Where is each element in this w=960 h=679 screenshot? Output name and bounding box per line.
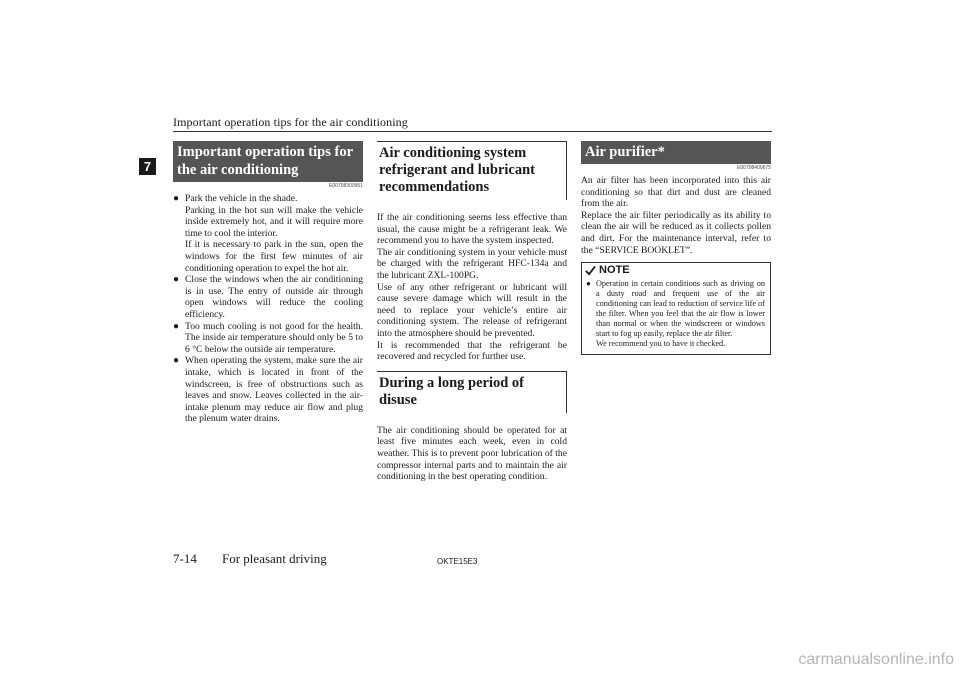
bullet-text: Parking in the hot sun will make the vehicle inside extremely hot, and it will require more time to cool the interior. [185, 204, 363, 239]
section-heading: Air conditioning system refrigerant and lubricant recommendations [377, 141, 567, 200]
section-heading: During a long period of disuse [377, 371, 567, 413]
section-heading: Air purifier* [581, 141, 771, 164]
section-code: E00708400675 [737, 165, 771, 171]
note-box [581, 262, 771, 355]
bullet-icon: ● [173, 320, 180, 332]
paragraph: The air conditioning system in your vehicle must be charged with the refrigerant HFC-134a and the lubricant ZXL-100PG. [377, 246, 567, 281]
note-text: We recommend you to have it checked. [596, 339, 726, 349]
section-code: E00708300951 [329, 183, 363, 189]
header-rule [173, 131, 772, 132]
list-item [173, 193, 363, 274]
bullet-text: When operating the system, make sure the air intake, which is located in front of the windscreen, is free of obstructions such as leaves and snow. Leaves collected in the air-intake plenum may reduce air flow and plug the plenum water drains. [185, 355, 363, 425]
list-item [173, 274, 363, 320]
bullet-text: Close the windows when the air conditioning is in use. The entry of outside air through open windows will reduce the cooling efficiency. [185, 274, 363, 320]
column-refrigerant [377, 141, 567, 483]
note-text: Operation in certain conditions such as driving on a dusty road and frequent use of the air conditioning can lead to reduction of service life of the filter. When you feel that the air flow is lower than normal or when the windscreen or windows start to fog up easily, replace the air filter. [596, 279, 765, 339]
bullet-text: If it is necessary to park in the sun, open the windows for the first few minutes of air conditioning operation to expel the hot air. [185, 239, 363, 274]
check-icon [585, 265, 596, 276]
paragraph: Replace the air filter periodically as its ability to clean the air will be reduced as it collects pollen and dirt. For the maintenance interval, refer to the “SERVICE BOOKLET”. [581, 209, 771, 256]
list-item [173, 321, 363, 356]
section-title: For pleasant driving [222, 551, 327, 566]
paragraph: The air conditioning should be operated for at least five minutes each week, even in cold weather. This is to prevent poor lubrication of the compressor internal parts and to maintain the air conditioning in the best operating condition. [377, 424, 567, 483]
paragraph: An air filter has been incorporated into this air conditioning so that dirt and dust are cleaned from the air. [581, 175, 771, 210]
bullet-icon: ● [586, 279, 591, 289]
watermark: carmanualsonline.info [798, 651, 954, 668]
page-number: 7-14 [173, 551, 197, 566]
paragraph: Use of any other refrigerant or lubricant will cause severe damage which will result in the need to replace your vehicle’s entire air conditioning system. The release of refrigerant into the atmosphere should be prevented. [377, 281, 567, 339]
paragraph: It is recommended that the refrigerant be recovered and recycled for further use. [377, 339, 567, 363]
note-header [582, 263, 770, 277]
note-label: NOTE [599, 264, 630, 277]
document-code: OKTE15E3 [437, 557, 478, 566]
column-air-purifier [581, 141, 771, 355]
list-item [586, 279, 765, 349]
list-item [173, 355, 363, 425]
chapter-tab: 7 [139, 158, 156, 175]
running-header: Important operation tips for the air conditioning [173, 115, 408, 129]
paragraph: If the air conditioning seems less effective than usual, the cause might be a refrigerant leak. We recommend you to have the system inspected. [377, 212, 567, 247]
bullet-icon: ● [173, 193, 180, 204]
column-important-tips [173, 141, 363, 425]
bullet-text: Park the vehicle in the shade. [185, 193, 298, 204]
section-heading: Important operation tips for the air conditioning [173, 141, 363, 182]
bullet-text: Too much cooling is not good for the health. The inside air temperature should only be 5 to 6 °C below the outside air temperature. [185, 320, 363, 355]
bullet-icon: ● [173, 355, 180, 367]
bullet-icon: ● [173, 274, 180, 286]
